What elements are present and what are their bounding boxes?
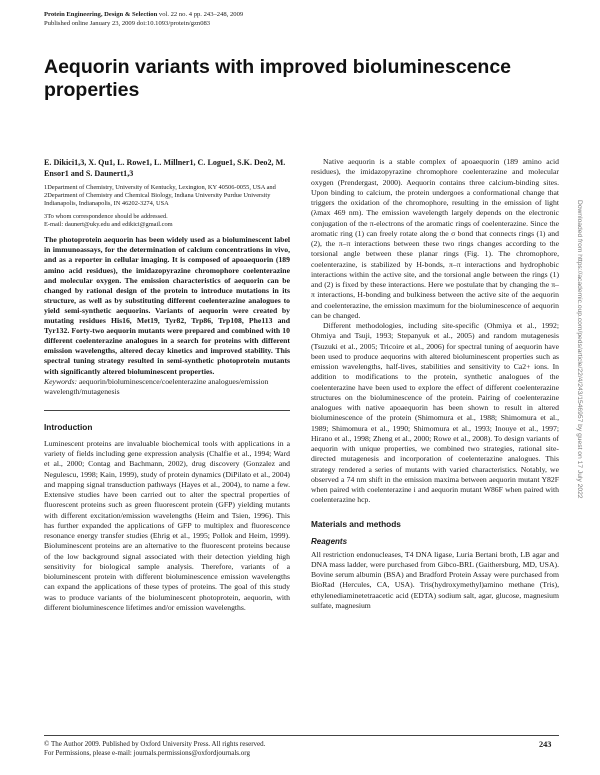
abstract: The photoprotein aequorin has been widely used as a bioluminescent label in immunoassays, for the determination of calcium concentrations in vivo, and as a reporter in cellular imaging. It is composed of apoaequorin (189 amino acid residues), the imidazopyrazine chromophore coelenterazine and molecular oxygen. The emission characteristics of aequorin can be changed by rational design of the protein to introduce mutations in its structure, as well as by substituting different coelenterazine analogues to yield semi-synthetic aequorins. Variants of aequorin were created by mutating residues His16, Met19, Tyr82, Trp86, Trp108, Phe113 and Tyr132. Forty-two aequorin mutants were prepared and combined with 10 different coelenterazine analogues in a search for proteins with different emission wavelengths, altered decay kinetics and improved stability. This spectral tuning strategy resulted in semi-synthetic photoprotein mutants with significantly altered bioluminescent properties.	[44, 235, 290, 376]
journal-name: Protein Engineering, Design & Selection	[44, 11, 158, 18]
abstract-divider	[44, 410, 290, 411]
reagents-paragraph: All restriction endonucleases, T4 DNA ligase, Luria Bertani broth, LB agar and DNA mass ladder, were purchased from Gibco-BRL (Gaithersburg, MD, USA). Bovine serum albumin (BSA) and Bradford Protein Assay were purchased from BioRad (Hercules, CA, USA). Tris(hydroxymethyl)amino methane (Tris), ethylenediaminetetraacetic acid (EDTA) sodium salt, agar, glucose, magnesium sulfate, magnesium	[311, 549, 559, 610]
author-list: E. Dikici1,3, X. Qu1, L. Rowe1, L. Millner1, C. Logue1, S.K. Deo2, M. Ensor1 and S. Daunert1,3	[44, 158, 286, 179]
introduction-paragraph: Luminescent proteins are invaluable biochemical tools with applications in a variety of fields including gene expression analysis (Chalfie et al., 1994; Ward et al., 2000; Contag and Bachmann, 2002), drug discovery (Gonzalez and Negulescu, 1998; Kain, 1999), study of protein dynamics (DiPilato et al., 2004) and mapping signal transduction pathways (Hayes et al., 2004), to name a few. Extensive studies have been carried out to alter the spectral properties of fluorescent proteins such as green fluorescent protein (GFP) yielding mutants with different excitation/emission wavelengths (Heim and Tsien, 1996). This has further expanded the applications of GFP to multiplex and fluorescence resonance energy transfer studies (Ehrig et al., 1995; Pollok and Heim, 1999). Bioluminescent proteins are an alternative to the fluorescent proteins because of the low background signal associated with their detection yielding high sensitivity for biological sample analysis. Therefore, variants of a bioluminescent protein with different bioluminescence emission wavelengths can expand the applications of these types of proteins. The goal of this study was to produce variants of the bioluminescent photoprotein, aequorin, with different bioluminescence lifetimes and/or emission wavelengths.	[44, 438, 290, 612]
keywords-list: aequorin/bioluminescence/coelenterazine analogues/emission wavelength/mutagenesis	[44, 376, 269, 396]
right-column	[311, 157, 559, 611]
copyright-line: © The Author 2009. Published by Oxford University Press. All rights reserved.	[44, 740, 266, 748]
correspondence-line: 3To whom correspondence should be addressed.	[44, 212, 168, 220]
published-line: Published online January 23, 2009 doi:10.1093/protein/gzn083	[44, 19, 211, 27]
author-affiliations: 1Department of Chemistry, University of Kentucky, Lexington, KY 40506-0055, USA and 2Department of Chemistry and Chemical Biology, Indiana University Purdue University Indianapolis, Indianapolis, IN 46202-3274, USA	[44, 183, 276, 208]
left-column	[44, 157, 290, 613]
journal-citation-line	[44, 11, 243, 20]
page-number: 243	[539, 740, 552, 749]
methods-heading: Materials and methods	[311, 518, 401, 529]
journal-header	[44, 11, 243, 28]
keywords-label: Keywords:	[44, 376, 78, 386]
article-title: Aequorin variants with improved bioluminescence properties	[44, 56, 512, 101]
body-paragraph-1: Native aequorin is a stable complex of apoaequorin (189 amino acid residues), the imidazopyrazine chromophore coelenterazine and molecular oxygen (Prendergast, 2000). Aequorin contains three calcium-binding sites. Upon binding to calcium, the protein undergoes a conformational change that triggers the oxidation of the chromophore, resulting in the emission of light (λmax 469 nm). The emission wavelength largely depends on the electronic conjugation of the π-electrons of the aromatic rings of coelenterazine. Since the aromatic ring (1) can freely rotate along the σ bond that connects rings (1) and (2), the π–π interactions between these two rings changes according to the torsional angle between these planar rings (Fig. 1). The chromophore, coelenterazine, is stabilized by H-bonds, π–π interactions and hydrophobic interactions within the active site, and the torsional angle between the rings (1) and (2) is fixed by these interactions. Here we postulate that by changing the π–π interactions, H-bonding and bulkiness between the active site of the aequorin and coelenterazine, the emission maximum for the bioluminescence of aequorin can be changed.	[311, 157, 559, 320]
footer-notice	[44, 740, 265, 758]
introduction-heading: Introduction	[44, 421, 93, 432]
correspondence-note	[44, 213, 290, 230]
footer-divider	[44, 735, 559, 736]
keywords	[44, 377, 290, 397]
journal-citation: vol. 22 no. 4 pp. 243–248, 2009	[158, 11, 244, 18]
download-watermark: Downloaded from https://academic.oup.com/peds/article/22/4/243/1546957 by guest on 17 July 2022	[576, 200, 583, 499]
reagents-heading: Reagents	[311, 536, 348, 546]
section-gap	[311, 506, 559, 519]
permissions-line: For Permissions, please e-mail: journals.permissions@oxfordjournals.org	[44, 749, 250, 757]
correspondence-email: E-mail: daunert@uky.edu and edikici@gmail.com	[44, 221, 173, 228]
body-paragraph-2: Different methodologies, including site-specific (Ohmiya et al., 1992; Ohmiya and Tsuji, 1993; Stepanyuk et al., 2005) and random mutagenesis (Tsuzuki et al., 2005; Tricoire et al., 2006) for spectral tuning of aequorin have been used to produce aequorins with altered bioluminescent properties such as emission wavelengths, half-lives, stabilities and sensitivity to Ca2+ ions. In addition to modifications to the protein, synthetic analogues of the coelenterazine have been used to explore the effect of different coelenterazine structures on the bioluminescence of the protein. Pairing of coelenterazine analogues with native apoaequorin has been shown to result in altered bioluminescence of the protein (Shimomura et al., 1988; Shimomura et al., 1989; Shimomura et al., 1990; Shimomura et al., 1993; Inouye et al., 1997; Hirano et al., 1998; Zheng et al., 2000; Rowe et al., 2008). To design variants of aequorin with unique properties, we combined two strategies, rational site-directed mutagenesis and incorporation of coelenterazine analogues. This strategy rendered a series of mutants with varied characteristics. Notably, we observed a 74 nm shift in the emission maxima between aequorin mutant Y82F when paired with coelenterazine i and aequorin mutant W86F when paired with coelenterazine hcp.	[311, 321, 559, 505]
